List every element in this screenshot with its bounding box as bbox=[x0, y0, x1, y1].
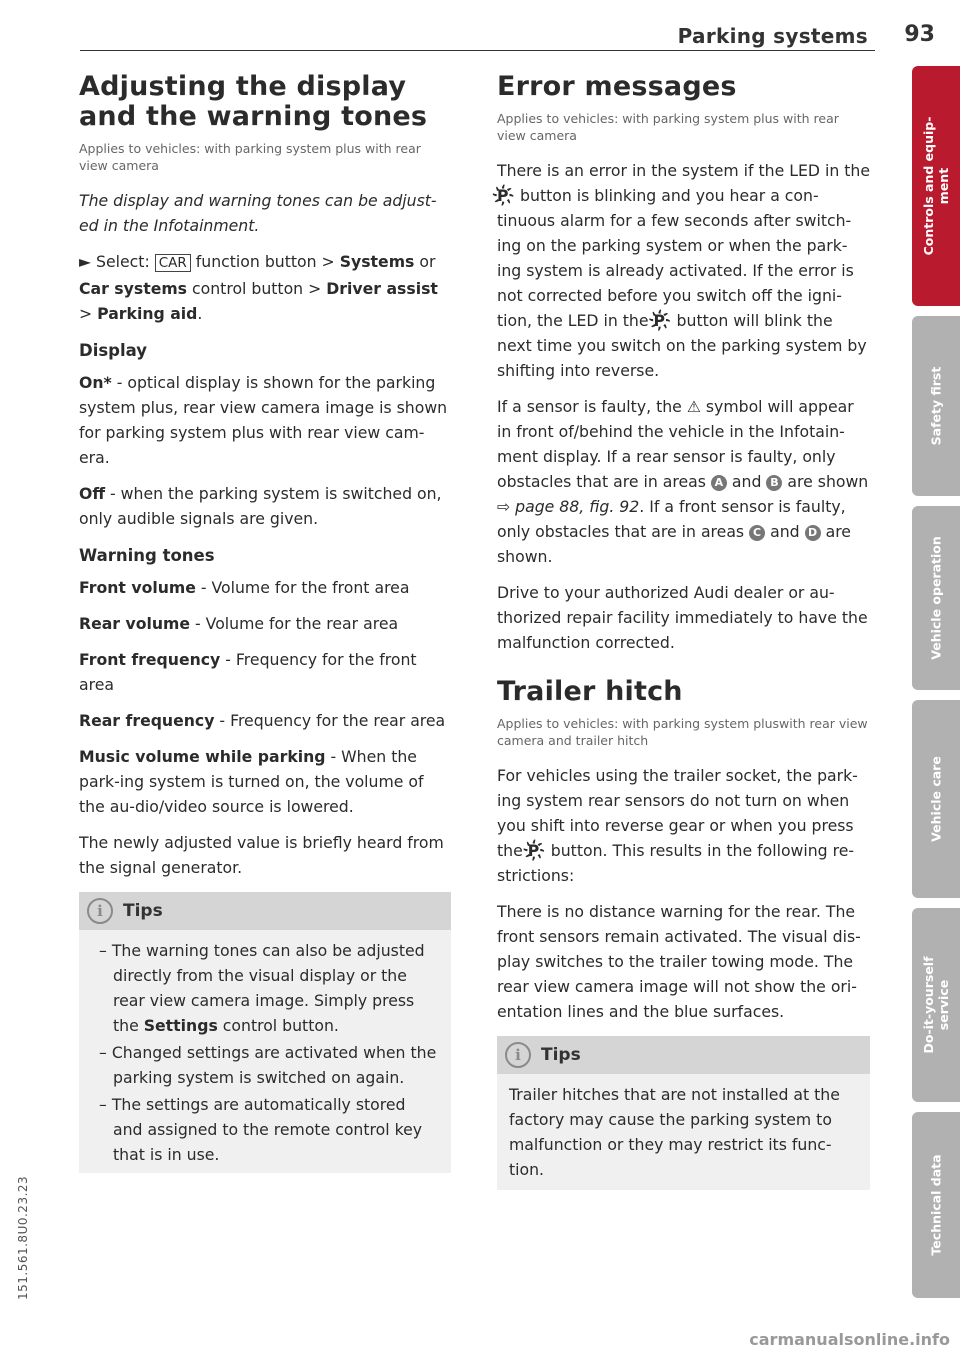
trailer-paragraph-2: There is no distance warning for the rear. The front sensors remain activated. The visual dis-play switches to the trailer towing mode. The rear view camera image will not show the ori-entation lines and the blue surfaces. bbox=[497, 902, 861, 1021]
tip-item: Trailer hitches that are not installed at the factory may cause the parking system to malfunction or they may restrict its func-tion. bbox=[509, 1085, 840, 1179]
area-a-badge: A bbox=[711, 475, 727, 491]
section-title: Parking systems bbox=[677, 24, 868, 48]
side-tab-do-it-yourself[interactable]: Do-it-yourself service bbox=[912, 908, 960, 1102]
left-column bbox=[79, 72, 451, 1173]
display-heading: Display bbox=[79, 341, 148, 360]
front-frequency-text: Front frequency - Frequency for the front area bbox=[79, 650, 417, 694]
front-volume-text: Front volume - Volume for the front area bbox=[79, 578, 410, 597]
heading-adjusting-display: Adjusting the display and the warning tones bbox=[79, 71, 428, 132]
info-icon: i bbox=[505, 1042, 531, 1068]
page-reference-link[interactable]: ⇨ page 88, fig. 92 bbox=[497, 497, 640, 516]
trailer-paragraph-1: For vehicles using the trailer socket, the park-ing system rear sensors do not turn on when you shift into reverse gear or when you press the P҉ button. This results in the following re-strictions: bbox=[497, 766, 858, 885]
tips-header: i Tips bbox=[79, 892, 451, 930]
error-paragraph-3: Drive to your authorized Audi dealer or au-thorized repair facility immediately to have the malfunction corrected. bbox=[497, 583, 868, 652]
heading-error-messages: Error messages bbox=[497, 71, 737, 102]
header-rule bbox=[80, 50, 875, 51]
music-volume-text: Music volume while parking - When the park-ing system is turned on, the volume of the au-dio/video source is lowered. bbox=[79, 747, 424, 816]
tip-item: – The settings are automatically stored and assigned to the remote control key that is in use. bbox=[99, 1095, 423, 1164]
display-off-text: Off - when the parking system is switched on, only audible signals are given. bbox=[79, 484, 442, 528]
tips-header: i Tips bbox=[497, 1036, 870, 1074]
rear-volume-text: Rear volume - Volume for the rear area bbox=[79, 614, 399, 633]
heading-trailer-hitch: Trailer hitch bbox=[497, 676, 683, 707]
parking-aid-icon: P҉ bbox=[653, 311, 672, 330]
area-c-badge: C bbox=[749, 525, 765, 541]
car-key-label: CAR bbox=[155, 254, 191, 272]
intro-text: The display and warning tones can be adjust-ed in the Infotainment. bbox=[79, 191, 437, 235]
side-tab-vehicle-operation[interactable]: Vehicle operation bbox=[912, 506, 960, 690]
right-column bbox=[497, 72, 870, 1190]
tips-box-right bbox=[497, 1036, 870, 1190]
tip-item: – The warning tones can also be adjusted directly from the visual display or the rear view camera image. Simply press the Settings control button. bbox=[99, 941, 425, 1035]
parking-aid-icon: P҉ bbox=[527, 841, 546, 860]
rear-frequency-text: Rear frequency - Frequency for the rear area bbox=[79, 711, 446, 730]
page-number: 93 bbox=[904, 22, 935, 47]
error-paragraph-2: If a sensor is faulty, the ⚠ symbol will appear in front of/behind the vehicle in the Infotain-ment display. If a rear sensor is faulty, only obstacles that are in areas A and B are shown ⇨ page 88, fig. 92. If a front sensor is faulty, only obstacles that are in areas C and D are shown. bbox=[497, 397, 869, 566]
newly-adjusted-text: The newly adjusted value is briefly heard from the signal generator. bbox=[79, 833, 444, 877]
warning-tones-heading: Warning tones bbox=[79, 546, 215, 565]
applies-note: Applies to vehicles: with parking system pluswith rear view camera and trailer hitch bbox=[497, 716, 868, 748]
select-instruction: ► Select: CAR function button > Systems or Car systems control button > Driver assist > Parking aid. bbox=[79, 252, 438, 323]
side-tab-vehicle-care[interactable]: Vehicle care bbox=[912, 700, 960, 898]
watermark: carmanualsonline.info bbox=[749, 1330, 950, 1349]
applies-note: Applies to vehicles: with parking system plus with rear view camera bbox=[79, 141, 421, 173]
area-b-badge: B bbox=[766, 475, 782, 491]
parking-aid-icon: P҉ bbox=[497, 186, 516, 205]
side-tab-safety[interactable]: Safety first bbox=[912, 316, 960, 496]
applies-note: Applies to vehicles: with parking system plus with rear view camera bbox=[497, 111, 839, 143]
side-tab-technical-data[interactable]: Technical data bbox=[912, 1112, 960, 1298]
tip-item: – Changed settings are activated when the parking system is switched on again. bbox=[99, 1043, 437, 1087]
tips-box-left bbox=[79, 892, 451, 1173]
area-d-badge: D bbox=[805, 525, 821, 541]
display-on-text: On* - optical display is shown for the parking system plus, rear view camera image is shown for parking system plus with rear view cam-era. bbox=[79, 373, 448, 467]
document-code: 151.561.8U0.23.23 bbox=[16, 1175, 30, 1300]
sensor-fault-icon: ⚠ bbox=[686, 397, 701, 416]
info-icon: i bbox=[87, 898, 113, 924]
side-tab-controls[interactable]: Controls and equip- ment bbox=[912, 66, 960, 306]
error-paragraph-1: There is an error in the system if the LED in the P҉ button is blinking and you hear a con-tinuous alarm for a few seconds after switch-ing on the parking system or when the park-ing system is already activated. If the error is not corrected before you switch off the igni-tion, the LED in the P҉ button will blink the next time you switch on the parking system by shifting into reverse. bbox=[497, 161, 871, 380]
